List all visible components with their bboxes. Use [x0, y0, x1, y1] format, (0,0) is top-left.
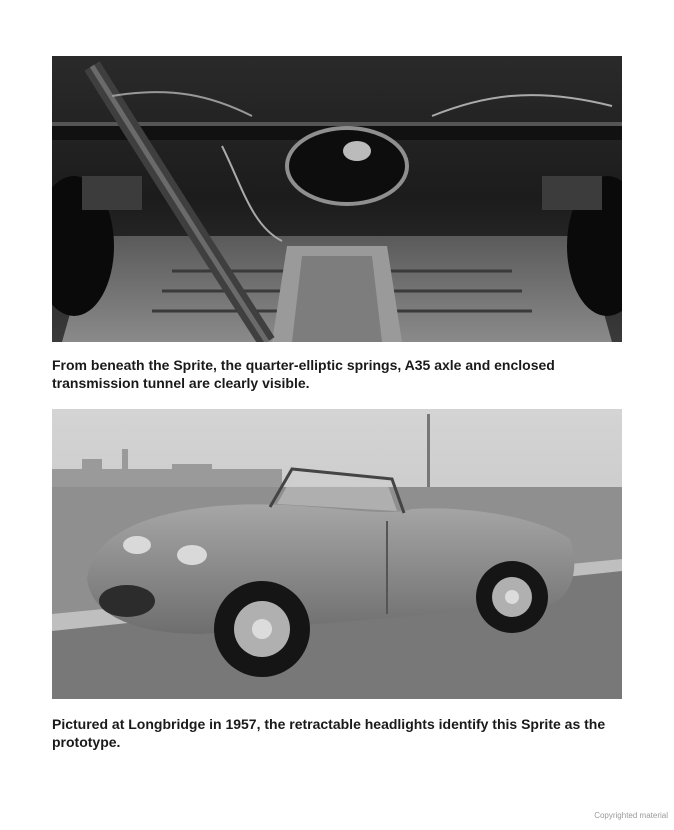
sprite-prototype-photo: [52, 409, 622, 699]
copyright-notice: Copyrighted material: [594, 811, 668, 820]
figure-caption: From beneath the Sprite, the quarter-elliptic springs, A35 axle and enclosed transmission tunnel are clearly visible.: [52, 357, 555, 391]
undercarriage-photo: [52, 56, 622, 342]
figure-caption: Pictured at Longbridge in 1957, the retractable headlights identify this Sprite as the prototype.: [52, 716, 606, 750]
